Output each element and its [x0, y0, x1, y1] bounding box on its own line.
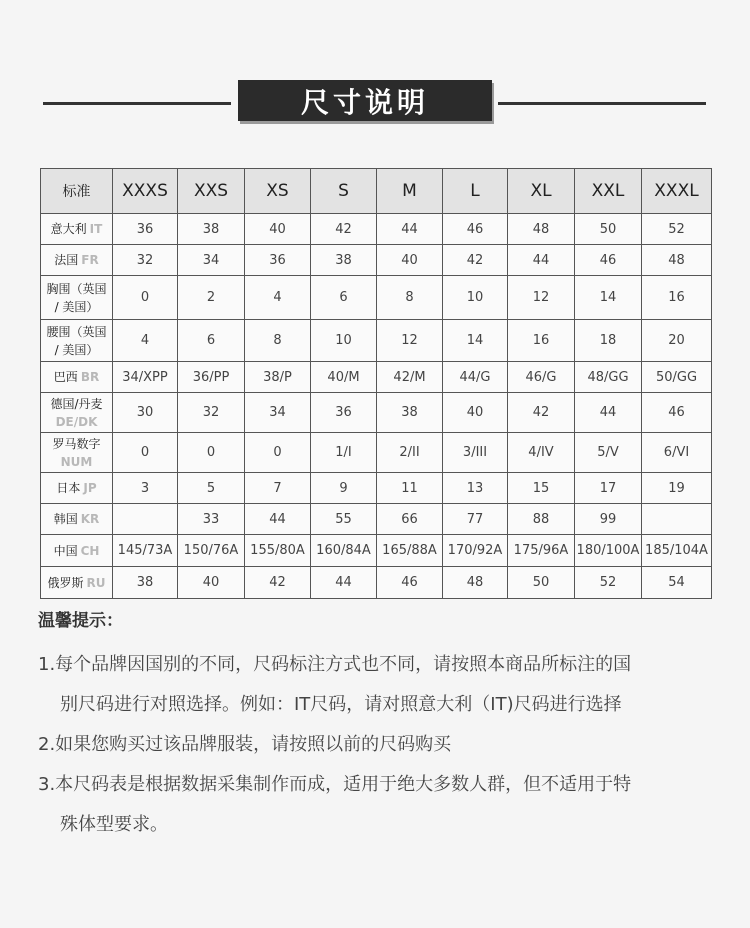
tip-item	[38, 645, 718, 725]
table-row	[41, 504, 712, 535]
tips-section	[38, 606, 718, 845]
size-cell: 185/104A	[642, 535, 712, 567]
row-label-text: 中国	[53, 543, 78, 558]
size-cell: 34	[245, 393, 311, 433]
size-cell: 5/V	[575, 433, 642, 473]
size-cell: 155/80A	[245, 535, 311, 567]
tip-line: 3.本尺码表是根据数据采集制作而成，适用于绝大多数人群，但不适用于特	[38, 774, 632, 795]
size-cell: 50	[575, 214, 642, 245]
row-label	[41, 245, 113, 276]
size-cell: 48	[443, 567, 508, 599]
row-label-text: 罗马数字	[52, 436, 101, 451]
header-size-xxxl: XXXL	[642, 169, 712, 214]
row-label-text: 腰围（英国	[46, 324, 107, 339]
size-cell: 77	[443, 504, 508, 535]
row-label	[41, 504, 113, 535]
header-size-xs: XS	[245, 169, 311, 214]
size-cell: 16	[642, 276, 712, 320]
table-row	[41, 567, 712, 599]
size-cell: 52	[642, 214, 712, 245]
size-cell: 48/GG	[575, 362, 642, 393]
table-row	[41, 473, 712, 504]
size-cell: 32	[113, 245, 178, 276]
row-label-abbr: RU	[86, 575, 106, 590]
size-cell: 40	[443, 393, 508, 433]
size-cell: 48	[508, 214, 575, 245]
size-cell: 19	[642, 473, 712, 504]
size-cell: 17	[575, 473, 642, 504]
row-label	[41, 214, 113, 245]
row-label-text-cont: / 美国）	[54, 299, 99, 314]
size-cell: 46/G	[508, 362, 575, 393]
size-cell: 0	[113, 276, 178, 320]
size-cell: 0	[178, 433, 245, 473]
title-banner	[0, 78, 750, 126]
table-row	[41, 433, 712, 473]
row-label-text-cont: / 美国）	[54, 342, 99, 357]
row-label	[41, 535, 113, 567]
tip-line: 2.如果您购买过该品牌服装，请按照以前的尺码购买	[38, 734, 452, 755]
size-cell: 38	[311, 245, 377, 276]
row-label-text: 胸围（英国	[46, 281, 107, 296]
size-cell: 52	[575, 567, 642, 599]
size-cell: 48	[642, 245, 712, 276]
size-cell: 12	[377, 320, 443, 362]
row-label-text: 法国	[54, 253, 79, 267]
row-label	[41, 567, 113, 599]
size-cell: 40/M	[311, 362, 377, 393]
size-cell: 50	[508, 567, 575, 599]
header-size-xxs: XXS	[178, 169, 245, 214]
row-label	[41, 320, 113, 362]
tip-line-cont: 别尺码进行对照选择。例如：IT尺码，请对照意大利（IT)尺码进行选择	[60, 694, 622, 715]
table-row	[41, 214, 712, 245]
size-cell: 6	[311, 276, 377, 320]
size-cell: 4	[245, 276, 311, 320]
size-cell: 40	[377, 245, 443, 276]
size-cell: 2	[178, 276, 245, 320]
size-cell	[113, 504, 178, 535]
size-cell: 1/I	[311, 433, 377, 473]
title-rule-left	[43, 102, 231, 105]
tips-title: 温馨提示：	[38, 611, 123, 631]
size-cell: 14	[443, 320, 508, 362]
row-label	[41, 276, 113, 320]
header-size-xxl: XXL	[575, 169, 642, 214]
size-cell: 36	[113, 214, 178, 245]
size-cell: 15	[508, 473, 575, 504]
size-cell: 12	[508, 276, 575, 320]
row-label-abbr: CH	[80, 543, 100, 558]
size-cell: 42/M	[377, 362, 443, 393]
size-cell: 16	[508, 320, 575, 362]
row-label-abbr: IT	[89, 222, 103, 236]
size-cell: 42	[508, 393, 575, 433]
header-size-l: L	[443, 169, 508, 214]
size-cell: 170/92A	[443, 535, 508, 567]
header-size-m: M	[377, 169, 443, 214]
table-row	[41, 393, 712, 433]
tip-item	[38, 725, 718, 765]
row-label-text: 德国/丹麦	[50, 396, 103, 411]
size-cell: 42	[245, 567, 311, 599]
size-cell: 44/G	[443, 362, 508, 393]
size-cell: 66	[377, 504, 443, 535]
row-label-text: 意大利	[50, 222, 87, 236]
table-row	[41, 276, 712, 320]
size-cell: 4	[113, 320, 178, 362]
size-cell: 46	[377, 567, 443, 599]
size-cell: 180/100A	[575, 535, 642, 567]
size-cell: 7	[245, 473, 311, 504]
size-cell: 150/76A	[178, 535, 245, 567]
size-cell: 36	[245, 245, 311, 276]
row-label-abbr: FR	[81, 253, 99, 267]
size-cell: 42	[443, 245, 508, 276]
size-cell: 14	[575, 276, 642, 320]
row-label-abbr: JP	[83, 481, 97, 495]
size-cell: 40	[178, 567, 245, 599]
size-cell: 44	[245, 504, 311, 535]
size-cell: 46	[443, 214, 508, 245]
table-row	[41, 320, 712, 362]
row-label	[41, 473, 113, 504]
size-cell: 6/VI	[642, 433, 712, 473]
row-label-abbr: KR	[80, 512, 100, 526]
title-rule-right	[498, 102, 706, 105]
size-cell: 11	[377, 473, 443, 504]
header-size-xl: XL	[508, 169, 575, 214]
size-cell: 2/II	[377, 433, 443, 473]
header-size-xxxs: XXXS	[113, 169, 178, 214]
size-cell: 20	[642, 320, 712, 362]
tip-line-cont: 殊体型要求。	[60, 814, 168, 835]
table-header-row	[41, 169, 712, 214]
size-cell: 34/XPP	[113, 362, 178, 393]
size-cell: 46	[575, 245, 642, 276]
tip-line: 1.每个品牌因国别的不同，尺码标注方式也不同，请按照本商品所标注的国	[38, 654, 632, 675]
size-cell: 88	[508, 504, 575, 535]
row-label-abbr: NUM	[60, 454, 93, 469]
size-cell: 44	[377, 214, 443, 245]
size-cell: 38	[178, 214, 245, 245]
row-label-text: 巴西	[53, 370, 78, 384]
size-cell: 44	[575, 393, 642, 433]
row-label-abbr: BR	[80, 370, 100, 384]
size-cell: 36	[311, 393, 377, 433]
row-label	[41, 362, 113, 393]
header-standard: 标准	[41, 169, 113, 214]
tip-item	[38, 765, 718, 845]
size-cell: 38	[113, 567, 178, 599]
size-cell: 50/GG	[642, 362, 712, 393]
table-row	[41, 362, 712, 393]
row-label	[41, 433, 113, 473]
size-cell: 4/IV	[508, 433, 575, 473]
size-cell: 46	[642, 393, 712, 433]
size-chart-table	[40, 168, 712, 599]
size-cell: 165/88A	[377, 535, 443, 567]
size-cell: 34	[178, 245, 245, 276]
size-cell: 33	[178, 504, 245, 535]
size-cell: 38/P	[245, 362, 311, 393]
table-row	[41, 535, 712, 567]
size-cell: 44	[508, 245, 575, 276]
size-cell: 10	[443, 276, 508, 320]
size-cell: 0	[245, 433, 311, 473]
size-cell: 13	[443, 473, 508, 504]
table-row	[41, 245, 712, 276]
size-cell: 18	[575, 320, 642, 362]
size-cell: 8	[377, 276, 443, 320]
size-cell: 99	[575, 504, 642, 535]
page-title: 尺寸说明	[238, 80, 492, 121]
size-cell: 145/73A	[113, 535, 178, 567]
size-cell: 160/84A	[311, 535, 377, 567]
row-label-text: 韩国	[53, 512, 78, 526]
size-cell: 44	[311, 567, 377, 599]
size-cell: 42	[311, 214, 377, 245]
row-label	[41, 393, 113, 433]
tips-list	[38, 645, 718, 845]
size-cell: 175/96A	[508, 535, 575, 567]
size-cell: 8	[245, 320, 311, 362]
row-label-abbr: DE/DK	[55, 414, 98, 429]
size-cell: 30	[113, 393, 178, 433]
size-cell: 10	[311, 320, 377, 362]
size-cell: 32	[178, 393, 245, 433]
row-label-text: 日本	[56, 481, 81, 495]
size-cell: 40	[245, 214, 311, 245]
size-cell: 9	[311, 473, 377, 504]
size-cell: 55	[311, 504, 377, 535]
row-label-text: 俄罗斯	[47, 575, 84, 590]
size-cell: 0	[113, 433, 178, 473]
size-cell: 36/PP	[178, 362, 245, 393]
size-cell: 3	[113, 473, 178, 504]
size-cell: 38	[377, 393, 443, 433]
size-cell: 3/III	[443, 433, 508, 473]
size-cell	[642, 504, 712, 535]
size-cell: 54	[642, 567, 712, 599]
size-cell: 6	[178, 320, 245, 362]
header-size-s: S	[311, 169, 377, 214]
size-cell: 5	[178, 473, 245, 504]
